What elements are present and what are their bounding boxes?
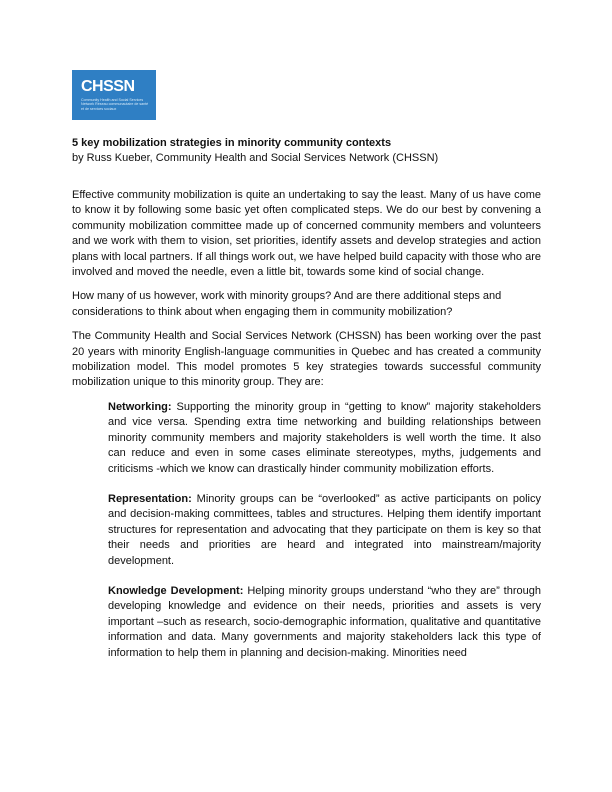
article — [72, 136, 541, 676]
strategy-text: Supporting the minority group in “getting to know” majority stakeholders and vice versa. Spending extra time networking and building relationships between minority community members and majority stakeholders is well worth the time. It also can reduce and even in some cases eliminate stereotypes, myths, judgements and criticisms -which we know can drastically hinder community mobilization efforts. — [108, 400, 541, 475]
intro-paragraph: Effective community mobilization is quite an undertaking to say the least. Many of us have come to know it by following some basic yet often complicated steps. We do our best by convening a community mobilization committee made up of concerned community members and volunteers and we work with them to vision, set priorities, identify assets and develop strategies and action plans with local partners. If all things work out, we have helped build capacity with those who are involved and moved the needle, even a little bit, towards some kind of social change. — [72, 189, 541, 279]
strategy-heading: Knowledge Development: — [108, 584, 244, 597]
chssn-paragraph: The Community Health and Social Services Network (CHSSN) has been working over the past 20 years with minority English-language communities in Quebec and has created a community mobilization model. This model promotes 5 key strategies towards successful community mobilization unique to this minority group. They are: — [72, 330, 541, 389]
strategy-item-networking — [108, 400, 541, 477]
article-byline: by Russ Kueber, Community Health and Social Services Network (CHSSN) — [72, 152, 439, 164]
chssn-logo — [72, 70, 156, 120]
logo-subtitle: Community Health and Social Services Network Réseau communautaire de santé et de services sociaux — [81, 98, 149, 111]
strategy-heading: Representation: — [108, 492, 192, 505]
strategy-text: Minority groups can be “overlooked” as active participants on policy and decision-making committees, tables and structures. Helping them identify important structures for representation and advocating that they participate on them is key so that their needs and priorities are heard and integrated into mainstream/majority development. — [108, 492, 541, 567]
question-paragraph: How many of us however, work with minority groups? And are there additional steps and considerations to think about when engaging them in community mobilization? — [72, 290, 502, 318]
logo-wordmark: CHSSN — [81, 78, 135, 95]
strategy-item-knowledge-development — [108, 584, 541, 661]
article-title: 5 key mobilization strategies in minority community contexts — [72, 137, 392, 149]
strategy-text: Helping minority groups understand “who they are” through developing knowledge and evidence on their needs, priorities and assets is very important –such as research, socio-demographic information, qualitative and quantitative information and data. Many governments and majority stakeholders lack this type of information to help them in planning and decision-making. Minorities need — [108, 584, 541, 659]
strategy-list — [108, 400, 541, 661]
strategy-item-representation — [108, 492, 541, 569]
strategy-heading: Networking: — [108, 400, 172, 413]
